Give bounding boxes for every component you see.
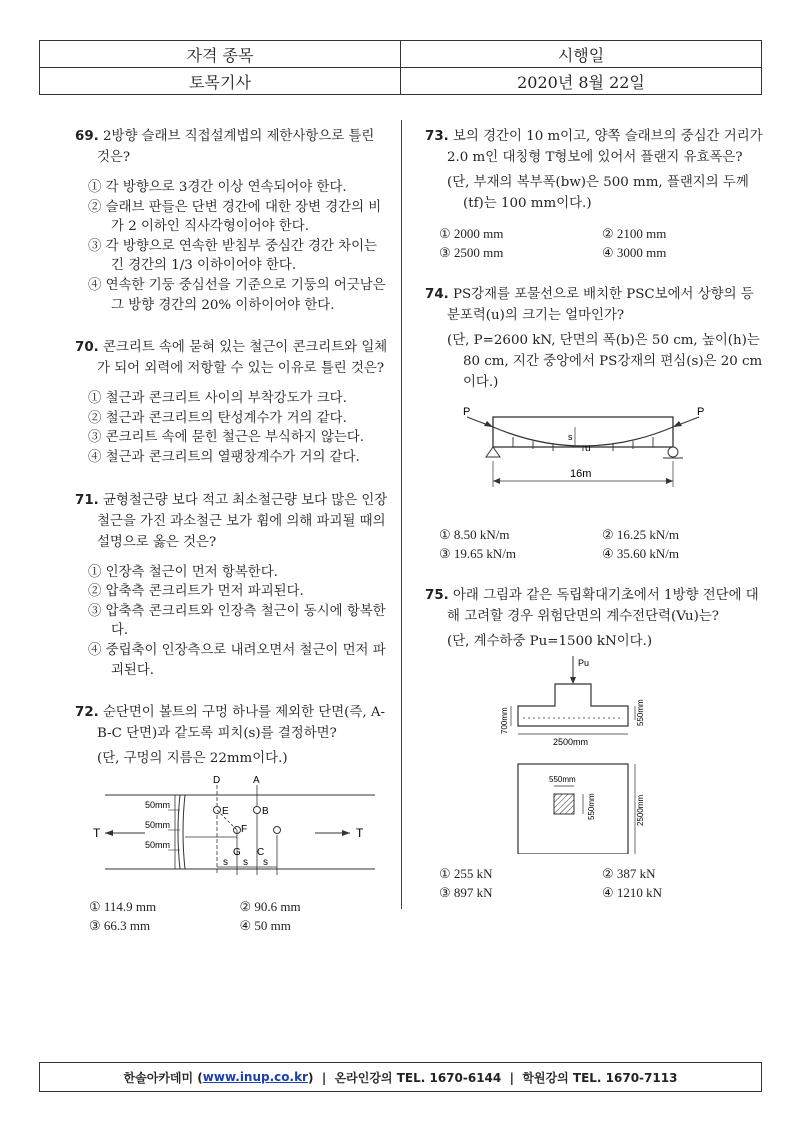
column-divider: [401, 120, 402, 909]
option-1[interactable]: ① 8.50 kN/m: [439, 527, 510, 542]
page-footer: [39, 1062, 762, 1092]
section-label-c: C: [257, 847, 265, 859]
question-73: [425, 126, 765, 262]
depth-label: 700mm: [500, 707, 509, 734]
footing-section: [518, 684, 628, 726]
bolt-hole-b: [254, 807, 261, 814]
question-70: [75, 337, 390, 467]
pitch-label: s: [263, 857, 268, 869]
question-number: 72.: [75, 705, 99, 721]
option-2[interactable]: ② 철근과 콘크리트의 탄성계수가 거의 같다.: [88, 410, 347, 426]
question-74: [425, 284, 765, 563]
option-2[interactable]: ② 슬래브 판들은 단변 경간에 대한 장변 경간의 비가 2 이하인 직사각형이어야 한다.: [88, 199, 382, 235]
hole-label-f: F: [241, 824, 248, 836]
option-2[interactable]: ② 2100 mm: [602, 226, 667, 241]
roller-support: [668, 447, 678, 457]
question-number: 73.: [425, 129, 449, 144]
option-3[interactable]: ③ 19.65 kN/m: [439, 546, 517, 561]
option-2[interactable]: ② 16.25 kN/m: [602, 527, 680, 542]
question-72: [75, 702, 390, 935]
column-depth-label: 550mm: [587, 793, 596, 820]
dim-label: 50mm: [145, 840, 171, 851]
hole-label-e: E: [222, 806, 229, 818]
question-number: 71.: [75, 492, 99, 508]
column-width-label: 550mm: [549, 775, 576, 784]
footer-link[interactable]: www.inup.co.kr: [202, 1070, 308, 1084]
dim-label: 50mm: [145, 820, 171, 831]
option-3[interactable]: ③ 압축측 콘크리트와 인장측 철근이 동시에 항복한다.: [88, 603, 386, 639]
option-1[interactable]: ① 255 kN: [439, 866, 493, 881]
option-2[interactable]: ② 90.6 mm: [239, 899, 301, 915]
question-text: 콘크리트 속에 묻혀 있는 철근이 콘크리트와 일체가 되어 외력에 저항할 수 있는 이유로 틀린 것은?: [97, 340, 388, 377]
header-subject-value: 토목기사: [40, 68, 401, 95]
left-column: [75, 126, 390, 935]
column-plan: [554, 794, 574, 814]
pin-support: [486, 447, 500, 457]
pitch-label: s: [243, 857, 248, 869]
question-text: 2방향 슬래브 직접설계법의 제한사항으로 틀린 것은?: [97, 129, 375, 165]
right-column: [425, 126, 765, 902]
option-4[interactable]: ④ 35.60 kN/m: [602, 546, 680, 561]
option-1[interactable]: ① 철근과 콘크리트 사이의 부착강도가 크다.: [88, 391, 347, 407]
option-1[interactable]: ① 2000 mm: [439, 226, 504, 241]
option-2[interactable]: ② 387 kN: [602, 866, 656, 881]
uniform-force-label: u: [585, 443, 591, 454]
plan-length-label: 2500mm: [636, 794, 645, 826]
hole-label-b: B: [262, 806, 269, 818]
section-label-g: G: [233, 847, 241, 859]
option-4[interactable]: ④ 철근과 콘크리트의 열팽창계수가 거의 같다.: [88, 449, 360, 465]
question-text: PS강재를 포물선으로 배치한 PSC보에서 상향의 등분포력(u)의 크기는 얼마인가?: [447, 287, 754, 323]
footing-figure: [425, 654, 725, 854]
tension-label-left: T: [93, 826, 101, 841]
question-number: 70.: [75, 340, 99, 356]
pitch-label: s: [223, 857, 228, 869]
psc-beam-figure: [425, 397, 725, 515]
option-4[interactable]: ④ 1210 kN: [602, 885, 663, 900]
tension-label-right: T: [356, 826, 364, 841]
footer-contact: ) | 온라인강의 TEL. 1670-6144 | 학원강의 TEL. 1670-7113: [307, 1070, 678, 1085]
exam-header-table: [39, 40, 762, 95]
question-71: [75, 490, 390, 681]
option-3[interactable]: ③ 66.3 mm: [89, 918, 151, 934]
effective-depth-label: 550mm: [636, 699, 645, 726]
option-list: [75, 389, 390, 467]
question-75: [425, 585, 765, 902]
question-text: 순단면이 볼트의 구멍 하나를 제외한 단면(즉, A-B-C 단면)과 같도록 피치(s)를 결정하면?: [97, 705, 386, 742]
option-list: [75, 563, 390, 681]
question-number: 75.: [425, 588, 449, 603]
option-3[interactable]: ③ 897 kN: [439, 885, 493, 900]
question-text: 균형철근량 보다 적고 최소철근량 보다 많은 인장철근을 가진 과소철근 보가 휨에 의해 파괴될 때의 설명으로 옳은 것은?: [97, 492, 388, 550]
option-1[interactable]: ① 각 방향으로 3경간 이상 연속되어야 한다.: [88, 180, 347, 195]
option-1[interactable]: ① 114.9 mm: [89, 899, 157, 915]
option-4[interactable]: ④ 50 mm: [239, 918, 291, 934]
header-date-value: 2020년 8월 22일: [401, 68, 762, 95]
option-4[interactable]: ④ 중립축이 인장측으로 내려오면서 철근이 먼저 파괴된다.: [88, 642, 386, 678]
dim-label: 50mm: [145, 800, 171, 811]
question-text: 보의 경간이 10 m이고, 양쪽 슬래브의 중심간 거리가 2.0 m인 대칭형 T형보에 있어서 플랜지 유효폭은?: [447, 129, 763, 165]
question-69: [75, 126, 390, 315]
load-label: Pu: [578, 658, 590, 668]
option-2[interactable]: ② 압축측 콘크리트가 먼저 파괴된다.: [88, 584, 304, 600]
eccentricity-label: s: [568, 432, 573, 442]
section-label-d: D: [213, 775, 221, 787]
prestress-label-left: P: [463, 406, 471, 418]
option-grid: [439, 864, 765, 902]
question-note: (단, P=2600 kN, 단면의 폭(b)은 50 cm, 높이(h)는 80 cm, 지간 중앙에서 PS강재의 편심(s)은 20 cm이다.): [447, 333, 763, 390]
beam-body: [493, 417, 673, 447]
bolt-hole: [274, 827, 281, 834]
header-date-label: 시행일: [401, 41, 762, 68]
option-1[interactable]: ① 인장측 철근이 먼저 항복한다.: [88, 564, 278, 580]
option-3[interactable]: ③ 각 방향으로 연속한 받침부 중심간 경간 차이는 긴 경간의 1/3 이하이어야 한다.: [88, 238, 377, 274]
option-grid: [439, 525, 765, 563]
bolt-hole-figure: [75, 775, 375, 887]
option-4[interactable]: ④ 3000 mm: [602, 245, 667, 260]
header-subject-label: 자격 종목: [40, 41, 401, 68]
question-number: 74.: [425, 287, 449, 302]
option-3[interactable]: ③ 콘크리트 속에 묻힌 철근은 부식하지 않는다.: [88, 430, 365, 446]
question-number: 69.: [75, 129, 99, 144]
option-3[interactable]: ③ 2500 mm: [439, 245, 504, 260]
section-label-a: A: [253, 775, 260, 787]
option-list: [75, 178, 390, 315]
option-grid: [439, 224, 765, 262]
question-note: (단, 부재의 복부폭(bw)은 500 mm, 플랜지의 두께(tf)는 100 mm이다.): [447, 175, 749, 211]
option-grid: [89, 897, 390, 935]
width-label: 2500mm: [553, 737, 589, 747]
question-text: 아래 그림과 같은 독립확대기초에서 1방향 전단에 대해 고려할 경우 위험단면의 계수전단력(Vu)는?: [447, 588, 759, 624]
option-4[interactable]: ④ 연속한 기둥 중심선을 기준으로 기둥의 어긋남은 그 방향 경간의 20% 이하이어야 한다.: [88, 277, 386, 313]
span-label: 16m: [570, 468, 592, 480]
question-note: (단, 구멍의 지름은 22mm이다.): [97, 751, 288, 767]
question-note: (단, 계수하중 Pu=1500 kN이다.): [447, 634, 653, 649]
footer-academy: 한솔아카데미 (: [123, 1070, 203, 1085]
prestress-label-right: P: [697, 406, 705, 418]
